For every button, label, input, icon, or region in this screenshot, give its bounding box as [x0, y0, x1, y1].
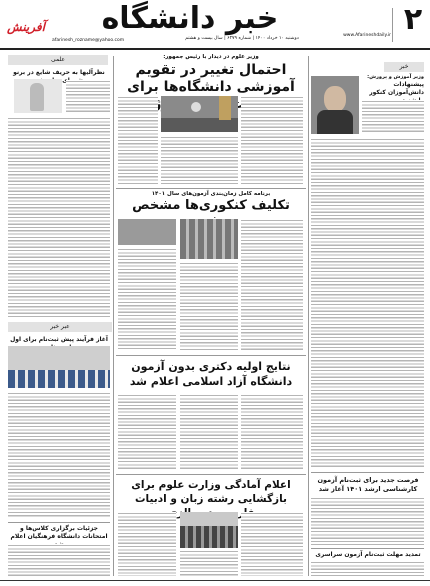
right-notice-body [311, 497, 424, 545]
section-tag-right: خبر [384, 62, 424, 72]
konkur-body-left [118, 248, 176, 351]
main-headline[interactable]: احتمال تغییر در تقویم آموزشی دانشگاه‌ها برای [127, 62, 295, 95]
right-headline[interactable]: پیشنهادات دانش‌آموزان کنکور [369, 81, 424, 96]
main-body-right [241, 96, 303, 184]
konkur-body-mid [180, 262, 238, 351]
page-number: ۲ [403, 2, 423, 37]
farsi-body-right [241, 512, 303, 576]
right-body-top [362, 100, 424, 134]
farsi-headline[interactable]: اعلام آمادگی وزارت علوم برای بازگشایی رشته زبان و ادبیات [131, 479, 291, 505]
konkur-photo [180, 219, 238, 259]
left-story2-photo [8, 346, 110, 388]
masthead-title: خبر دانشگاه [101, 1, 279, 36]
azad-body-mid [180, 394, 238, 470]
main-body-left [118, 96, 158, 184]
right-kicker: وزیر آموزش و پرورش: [367, 74, 424, 80]
left-story2-body [8, 392, 110, 518]
right-bottom-body [311, 561, 424, 576]
konkur-headline[interactable]: تکلیف کنکوری‌ها مشخص [132, 198, 290, 213]
date-line: دوشنبه ۱۰ خرداد ۱۴۰۰ | شماره ۶۲۷۹ | سال بیست و هشتم [185, 36, 299, 41]
right-body-main [311, 138, 424, 468]
brand-logo: آفرینش [7, 20, 45, 34]
right-notice-headline[interactable]: فرصت جدید برای ثبت‌نام آزمون کارشناسی ارشد ۱۴۰۱ آغاز شد [317, 476, 419, 493]
farsi-photo [180, 512, 238, 548]
email-link[interactable]: afarinesh_rozname@yahoo.com [52, 38, 125, 43]
right-bottom-headline[interactable]: تمدید مهلت ثبت‌نام آزمون سراسری [315, 551, 421, 558]
left-story3-headline[interactable]: جزئیات برگزاری کلاس‌ها و امتحانات دانشگاه فرهنگیان اعلام [10, 525, 108, 540]
konkur-kicker: برنامه کامل زمان‌بندی آزمون‌های سال ۱۴۰۱ [151, 191, 271, 197]
azad-headline[interactable]: نتایج اولیه دکتری بدون آزمون دانشگاه آزاد اسلامی اعلام شد [129, 360, 293, 388]
left-story1-headline[interactable]: نظرآلیها به حریف شایع در برنو [13, 69, 105, 76]
main-body-mid [161, 136, 238, 184]
konkur-photo-2 [118, 219, 176, 245]
main-photo [161, 96, 238, 132]
left-story1-body-right [66, 80, 110, 113]
main-kicker: وزیر علوم در دیدار با رئیس جمهور: [163, 54, 259, 60]
section-tag-left: علمی [8, 55, 108, 65]
farsi-body-left [118, 512, 176, 576]
left-story1-body [8, 117, 110, 317]
azad-body-left [118, 394, 176, 470]
masthead [0, 0, 430, 50]
left-story2-headline[interactable]: آغاز فرآیند پیش ثبت‌نام برای اول [10, 336, 108, 343]
farsi-body-mid [180, 550, 238, 576]
section-tag-lower-left: عبر خبر [8, 322, 112, 332]
konkur-body-right [241, 219, 303, 351]
left-story1-photo [14, 79, 62, 113]
minister-photo [311, 76, 359, 134]
azad-body-right [241, 394, 303, 470]
left-story3-body [8, 544, 110, 576]
website-link[interactable]: www.Afarineshdaily.ir [343, 33, 391, 38]
